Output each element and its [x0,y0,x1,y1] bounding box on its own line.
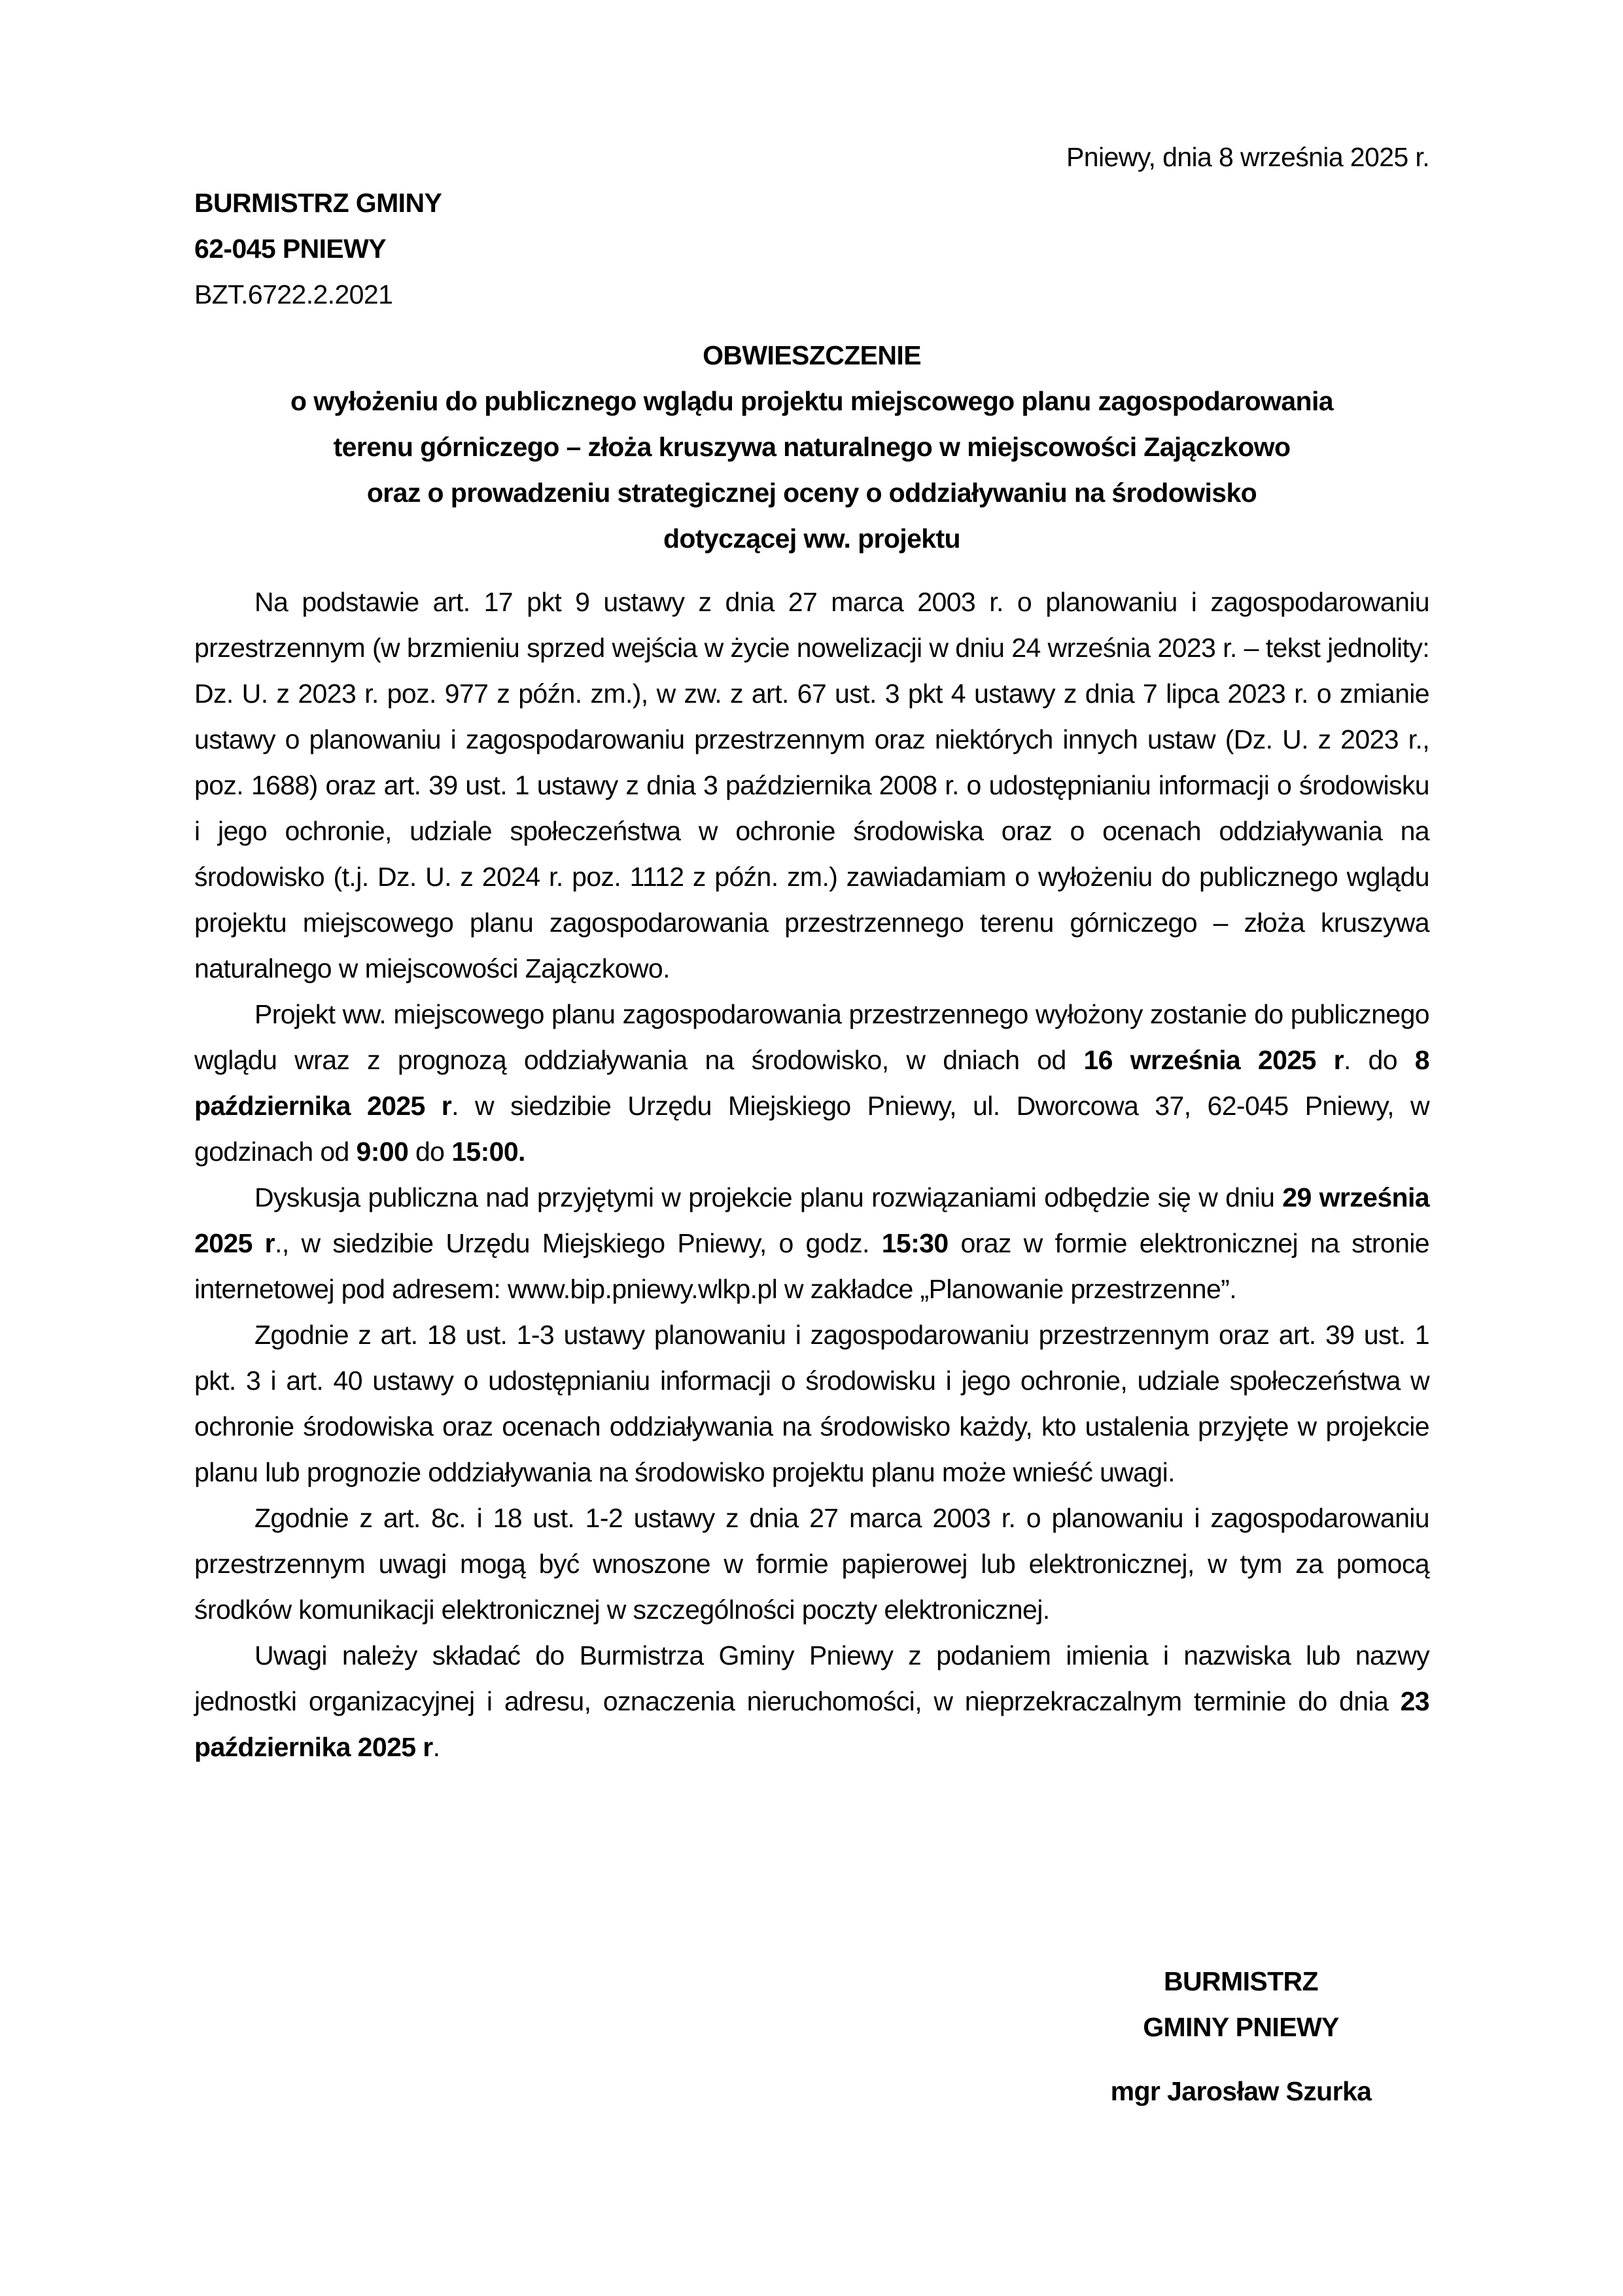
signature-block [1064,1958,1418,2114]
closing-hour: 15:00. [451,1137,525,1167]
text-run: . w siedzibie Urzędu Miejskiego Pniewy, ul. Dworcowa 37, 62-045 Pniewy, w godzinach od [194,1091,1429,1167]
exhibition-start-date: 16 września 2025 r [1083,1045,1344,1075]
place-and-date: Pniewy, dnia 8 września 2025 r. [1066,142,1429,172]
paragraph-comment-deadline [194,1633,1429,1770]
text-run: do [408,1137,452,1167]
notice-title-block [194,332,1429,561]
sender-block [194,180,442,317]
signatory-name: mgr Jarosław Szurka [1110,2076,1372,2106]
text-run: . [432,1732,440,1762]
notice-subtitle-line: o wyłożeniu do publicznego wglądu projektu miejscowego planu zagospodarowania [290,386,1333,416]
notice-subtitle-line: terenu górniczego – złoża kruszywa naturalnego w miejscowości Zajączkowo [333,432,1291,462]
signature-title: BURMISTRZ [1163,1966,1318,1996]
discussion-time: 15:30 [881,1228,949,1258]
text-run: w zakładce „Planowanie przestrzenne”. [777,1274,1237,1304]
notice-subtitle-line: oraz o prowadzeniu strategicznej oceny o oddziaływaniu na środowisko [366,478,1257,508]
discussion-date: 29 września 2025 r [194,1182,1429,1258]
exhibition-end-date: 8 października 2025 r [194,1045,1429,1121]
sender-postal-address: 62-045 PNIEWY [194,234,386,264]
paragraph-exhibition-period [194,991,1429,1174]
text-run: Projekt ww. miejscowego planu zagospodarowania przestrzennego wyłożony zostanie do publicznego wglądu wraz z prognozą oddziaływania na środowisko, w dniach od [194,999,1429,1075]
text-run: Uwagi należy składać do Burmistrza Gminy Pniewy z podaniem imienia i nazwiska lub nazwy jednostki organizacyjnej i adresu, oznaczenia nieruchomości, w nieprzekraczalnym terminie do dnia [194,1640,1429,1716]
comment-deadline-date: 23 października 2025 r [194,1686,1429,1762]
notice-subtitle-line: dotyczącej ww. projektu [663,523,961,554]
sender-office: BURMISTRZ GMINY [194,188,442,218]
text-run: Dyskusja publiczna nad przyjętymi w projekcie planu rozwiązaniami odbędzie się w dniu [254,1182,1283,1212]
reference-number: BZT.6722.2.2021 [194,279,393,309]
paragraph-legal-basis: Na podstawie art. 17 pkt 9 ustawy z dnia 27 marca 2003 r. o planowaniu i zagospodarowaniu przestrzennym (w brzmieniu sprzed wejścia w życie nowelizacji w dniu 24 września 2023 r. – tekst jednolity: Dz. U. z 2023 r. poz. 977 z późn. zm.), w zw. z art. 67 ust. 3 pkt 4 ustawy z dnia 7 lipca 2023 r. o zmianie ustawy o planowaniu i zagospodarowaniu przestrzennym oraz niektórych innych ustaw (Dz. U. z 2023 r., poz. 1688) oraz art. 39 ust. 1 ustawy z dnia 3 października 2008 r. o udostępnianiu informacji o środowisku i jego ochronie, udziale społeczeństwa w ochronie środowiska oraz o ocenach oddziaływania na środowisko (t.j. Dz. U. z 2024 r. poz. 1112 z późn. zm.) zawiadamiam o wyłożeniu do publicznego wglądu projektu miejscowego planu zagospodarowania przestrzennego terenu górniczego – złoża kruszywa naturalnego w miejscowości Zajączkowo. [194,587,1429,983]
signature-office: GMINY PNIEWY [1143,2012,1339,2042]
notice-body [194,579,1429,1770]
text-run: . do [1343,1045,1415,1075]
bip-website-link[interactable]: www.bip.pniewy.wlkp.pl [507,1274,778,1304]
text-run: ., w siedzibie Urzędu Miejskiego Pniewy, o godz. [275,1228,882,1258]
notice-heading: OBWIESZCZENIE [703,340,921,370]
paragraph-right-to-comment: Zgodnie z art. 18 ust. 1-3 ustawy planowaniu i zagospodarowaniu przestrzennym oraz art. 39 ust. 1 pkt. 3 i art. 40 ustawy o udostępnianiu informacji o środowisku i jego ochronie, udziale społeczeństwa w ochronie środowiska oraz ocenach oddziaływania na środowisko każdy, kto ustalenia przyjęte w projekcie planu lub prognozie oddziaływania na środowisko projektu planu może wnieść uwagi. [194,1320,1429,1487]
paragraph-comment-form: Zgodnie z art. 8c. i 18 ust. 1-2 ustawy z dnia 27 marca 2003 r. o planowaniu i zagospodarowaniu przestrzennym uwagi mogą być wnoszone w formie papierowej lub elektronicznej, w tym za pomocą środków komunikacji elektronicznej w szczególności poczty elektronicznej. [194,1503,1429,1625]
text-run: oraz w formie elektronicznej na stronie internetowej pod adresem: [194,1228,1429,1304]
signature-spacer [1064,2050,1418,2068]
opening-hour: 9:00 [356,1137,409,1167]
paragraph-public-discussion [194,1174,1429,1312]
